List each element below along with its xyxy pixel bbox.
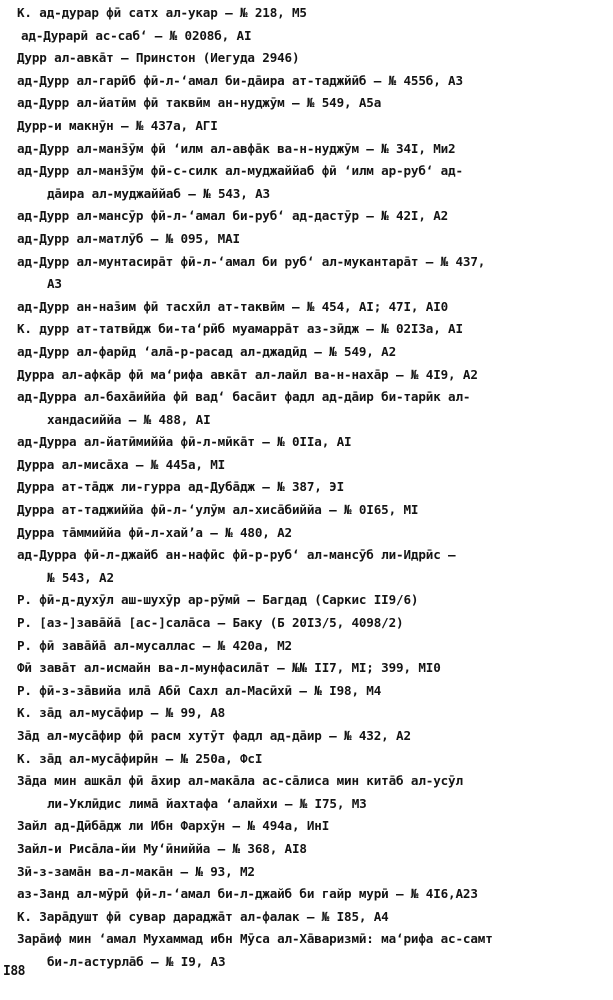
- list-item: [17, 928, 607, 973]
- list-item: [17, 431, 607, 454]
- entry-line: аз-Занд ал-мӯрӣ фӣ-л-‘амал би-л-джайб би гайр мурӣ – № 4I6,А23: [17, 886, 478, 902]
- entry-continuation: А3: [47, 276, 62, 292]
- entry-line: Зāд ал-мусāфир фӣ расм хутӯт фадл ад-дāир – № 432, А2: [17, 728, 411, 743]
- list-item: [17, 386, 607, 431]
- list-item: [17, 499, 607, 522]
- list-item: [17, 476, 607, 499]
- list-item: [17, 341, 607, 364]
- list-item: [17, 115, 607, 138]
- entry-line: Дурра ат-таджиййа фӣ-л-‘улӯм ал-хисāбиййа – № 0I65, МI: [17, 502, 419, 518]
- list-item: [17, 657, 607, 680]
- entry-line: Дурр ал-авкāт – Принстон (Иегуда 2946): [17, 50, 300, 66]
- entry-line: Зайл ад-Дӣбāдж ли Ибн Фархӯн – № 494а, ИнI: [17, 818, 330, 834]
- list-item: [17, 883, 607, 906]
- entry-line: Дурра ал-мисāха – № 445а, МI: [17, 456, 226, 472]
- entry-line: Дурра тāммиййа фӣ-л-хай’а – № 480, А2: [17, 524, 292, 540]
- entry-continuation: дāира ал-муджаййаб – № 543, А3: [47, 185, 270, 201]
- page-number: I88: [3, 964, 25, 979]
- list-item: [17, 544, 607, 589]
- entry-line: ад-Дурр ал-фарӣд ‘алā-р-расад ал-джадӣд – № 549, А2: [17, 343, 397, 359]
- entry-line: ад-Дурр ал-манз̄ӯм фӣ ‘илм ал-авфāк ва-н-нуджӯм – № 34I, Ми2: [17, 140, 456, 156]
- entry-line: К. ад-дурар фӣ сатх ал-укар – № 218, М5: [17, 5, 307, 20]
- list-item: [17, 838, 607, 861]
- list-item: [17, 364, 607, 387]
- entry-line: Дурр-и макнӯн – № 437а, АГI: [17, 117, 218, 133]
- list-item: [17, 228, 607, 251]
- entry-line: Зāда мин ашкāл фӣ āхир ал-макāла ас-сāлиса мин китāб ал-усӯл: [17, 773, 463, 789]
- entry-line: ад-Дурр ан-наз̄им фӣ тасхӣл ат-таквӣм – № 454, АI; 47I, АI0: [17, 298, 449, 314]
- entry-continuation: № 543, А2: [47, 569, 114, 585]
- entry-line: ад-Дурр ал-гарӣб фӣ-л-‘амал би-дāира ат-таджйӣб – № 455б, А3: [17, 72, 463, 88]
- entry-line: Дурра ал-афкāр фӣ ма‘рифа авкāт ал-лайл ва-н-нахāр – № 4I9, А2: [17, 366, 478, 382]
- list-item: [17, 702, 607, 725]
- entry-line: ад-Дурарӣ ас-саб‘ – № 0208б, AI: [21, 27, 252, 43]
- entry-line: Р. фӣ-д-духӯл аш-шухӯр ар-рӯмӣ – Багдад (Саркис II9/6): [17, 592, 419, 608]
- list-item: [17, 748, 607, 771]
- entry-list: [17, 2, 607, 974]
- entry-line: ад-Дурр ал-мансӯр фӣ-л-‘амал би-руб‘ ад-дастӯр – № 42I, А2: [17, 208, 449, 224]
- entry-line: ад-Дурра ал-йатӣмиййа фӣ-л-мӣкāт – № 0IIа, АI: [17, 434, 352, 450]
- list-item: [17, 725, 607, 748]
- entry-line: К. зāд ал-мусāфирӣн – № 250а, ФсI: [17, 750, 263, 766]
- list-item: [17, 25, 607, 48]
- list-item: [17, 251, 607, 296]
- list-item: [17, 906, 607, 929]
- entry-line: Р. [аз-]завāйā [ас-]салāса – Баку (Б 20I3/5, 4098/2): [17, 615, 404, 631]
- list-item: [17, 612, 607, 635]
- entry-line: ад-Дурр ал-йатӣм фӣ таквӣм ан-нуджӯм – № 549, А5а: [17, 95, 382, 111]
- list-item: [17, 296, 607, 319]
- list-item: [17, 318, 607, 341]
- entry-line: Фӣ завāт ал-исмайн ва-л-мунфасилāт – №№ II7, МI; 399, МI0: [17, 660, 441, 676]
- list-item: [17, 70, 607, 93]
- entry-line: Р. фӣ-з-зāвийа илā Абӣ Сахл ал-Масӣхӣ – № I98, М4: [17, 682, 382, 698]
- entry-line: ад-Дурра фӣ-л-джайб ан-нафӣс фӣ-р-руб‘ ал-мансӯб ли-Идрӣс –: [17, 547, 456, 563]
- list-item: [17, 815, 607, 838]
- entry-line: ад-Дурр ал-мунтасирāт фӣ-л-‘амал би руб‘ ал-мукантарāт – № 437,: [17, 253, 486, 269]
- entry-line: ад-Дурр ал-матлӯб – № 095, МАI: [17, 230, 240, 246]
- entry-line: К. дурр ат-татвӣдж би-та‘рӣб муамаррāт аз-зӣдж – № 02I3а, АI: [17, 321, 463, 337]
- list-item: [17, 522, 607, 545]
- entry-line: ад-Дурра ал-бахāиййа фӣ вад‘ басāит фадл ад-дāир би-тарӣк ал-: [17, 389, 471, 405]
- list-item: [17, 160, 607, 205]
- entry-line: Зарāиф мин ‘амал Мухаммад ибн Мӯса ал-Хāваризмӣ: ма‘рифа ас-самт: [17, 931, 493, 947]
- list-item: [17, 47, 607, 70]
- entry-line: К. зāд ал-мусāфир – № 99, А8: [17, 705, 226, 721]
- list-item: [17, 205, 607, 228]
- entry-continuation: ли-Уклӣдис лимā йахтафа ‘алайхи – № I75, М3: [47, 795, 367, 811]
- entry-line: Зӣ-з-замāн ва-л-макāн – № 93, М2: [17, 863, 255, 879]
- list-item: [17, 770, 607, 815]
- entry-line: Р. фӣ завāйā ал-мусаллас – № 420а, М2: [17, 637, 292, 653]
- list-item: [17, 589, 607, 612]
- list-item: [17, 861, 607, 884]
- entry-continuation: би-л-астурлāб – № I9, А3: [47, 953, 226, 969]
- list-item: [17, 138, 607, 161]
- list-item: [17, 680, 607, 703]
- entry-line: ад-Дурр ал-манз̄ӯм фӣ-с-силк ал-муджаййаб фӣ ‘илм ар-руб‘ ад-: [17, 163, 463, 179]
- list-item: [17, 2, 607, 25]
- list-item: [17, 454, 607, 477]
- list-item: [17, 635, 607, 658]
- list-item: [17, 92, 607, 115]
- entry-line: Дурра ат-тāдж ли-гурра ад-Дубāдж – № 387, ЭI: [17, 479, 345, 495]
- entry-line: Зайл-и Рисāла-йи Му‘ӣниййа – № 368, АI8: [17, 840, 307, 856]
- entry-line: К. Зарāдушт фӣ сувар дараджāт ал-фалак – № I85, А4: [17, 908, 389, 924]
- entry-continuation: хандасиййа – № 488, АI: [47, 411, 211, 427]
